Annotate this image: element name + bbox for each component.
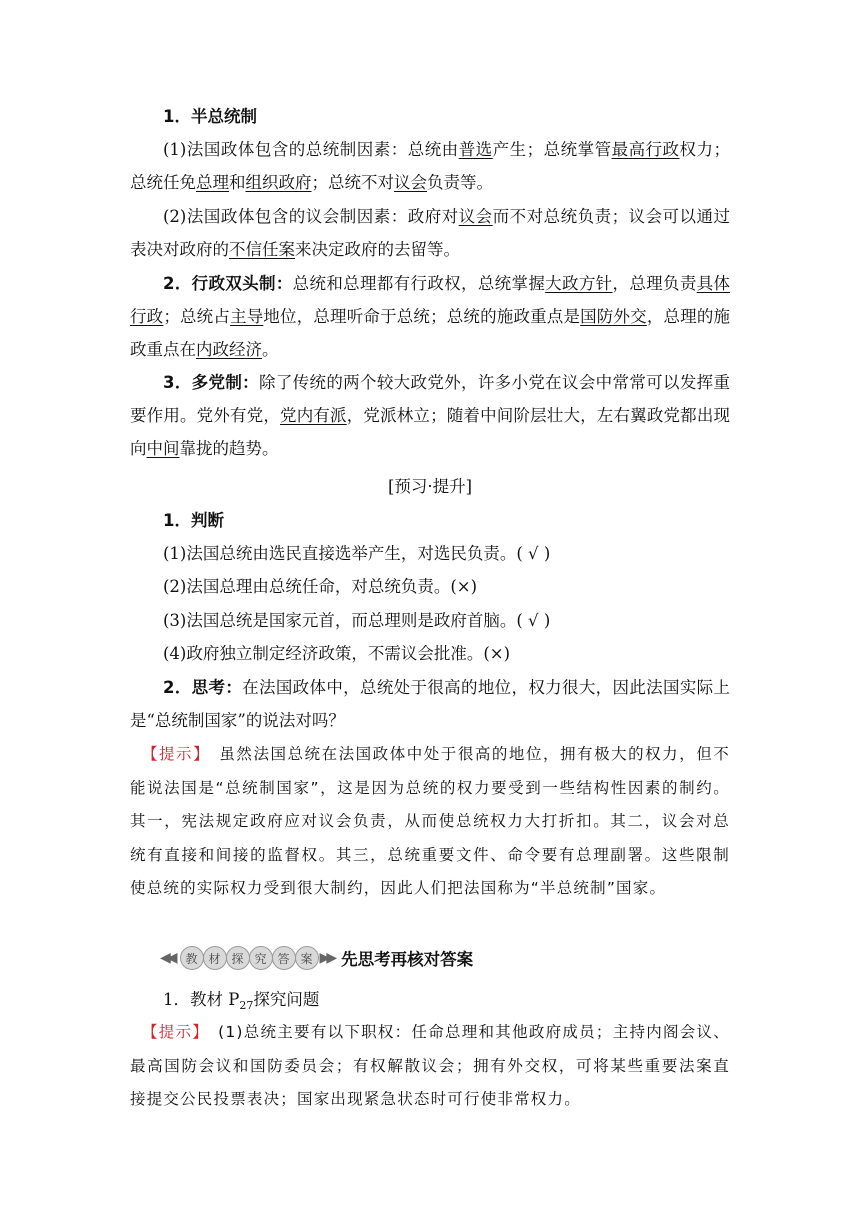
judge-item: (3)法国总统是国家元首，而总理则是政府首脑。( √ ) [163, 611, 551, 630]
banner-circle-char: 答 [272, 946, 296, 970]
banner-text: 先思考再核对答案 [341, 950, 474, 969]
think-answer: 【提示】 虽然法国总统在法国政体中处于很高的地位，拥有极大的权力，但不能说法国是“总统制国家”，这是因为总统的权力要受到一些结构性因素的制约。其一，宪法规定政府应对议会负责，从而使总统权力大打折扣。其二，议会对总统有直接和间接的监督权。其三，总统重要文件、命令要有总理副署。这些限制使总统的实际权力受到很大制约，因此人们把法国称为“半总统制”国家。 [130, 745, 730, 897]
paragraph-presidential-factors: (1)法国政体包含的总统制因素：总统由普选产生；总统掌管最高行政权力；总统任免总理和组织政府；总统不对议会负责等。 [130, 140, 731, 192]
preview-section-title: [预习·提升] [387, 477, 473, 496]
banner-circle-char: 探 [226, 946, 250, 970]
judge-item: (4)政府独立制定经济政策，不需议会批准。(×) [163, 644, 511, 663]
textbook-answer: 【提示】 (1)总统主要有以下职权：任命总理和其他政府成员；主持内阁会议、最高国防会议和国防委员会；有权解散议会；拥有外交权，可将某些重要法案直接提交公民投票表决；国家出现紧急状态时可行使非常权力。 [130, 1023, 731, 1108]
double-right-arrow-icon: ▶▶ [319, 950, 334, 966]
paragraph-dual-executive: 2．行政双头制：总统和总理都有行政权，总统掌握大政方针，总理负责具体行政；总统占主导地位，总理听命于总统；总统的施政重点是国防外交，总理的施政重点在内政经济。 [130, 274, 731, 359]
banner-circle-char: 材 [203, 946, 227, 970]
banner-circle-char: 教 [180, 946, 204, 970]
judge-item: (2)法国总理由总统任命，对总统负责。(×) [163, 577, 478, 596]
banner-circle-char: 案 [295, 946, 319, 970]
judge-heading: 1．判断 [163, 511, 224, 530]
textbook-answer-banner [160, 944, 473, 972]
banner-circle-char: 究 [249, 946, 273, 970]
tip-label: 【提示】 [142, 1023, 202, 1041]
paragraph-parliamentary-factors: (2)法国政体包含的议会制因素：政府对议会而不对总统负责；议会可以通过表决对政府的不信任案来决定政府的去留等。 [130, 207, 731, 259]
double-left-arrow-icon: ◀◀ [160, 950, 174, 966]
tip-label: 【提示】 [142, 745, 203, 763]
section-heading-semi-presidential: 1．半总统制 [163, 107, 257, 126]
paragraph-multi-party: 3．多党制：除了传统的两个较大政党外，许多小党在议会中常常可以发挥重要作用。党外有党，党内有派，党派林立；随着中间阶层壮大，左右翼政党都出现向中间靠拢的趋势。 [130, 373, 731, 458]
judge-item: (1)法国总统由选民直接选举产生，对选民负责。( √ ) [163, 544, 551, 563]
textbook-heading: 1．教材 $P_{27}$探究问题 [163, 990, 320, 1012]
think-question: 2．思考：在法国政体中，总统处于很高的地位，权力很大，因此法国实际上是“总统制国家”的说法对吗？ [130, 678, 731, 730]
